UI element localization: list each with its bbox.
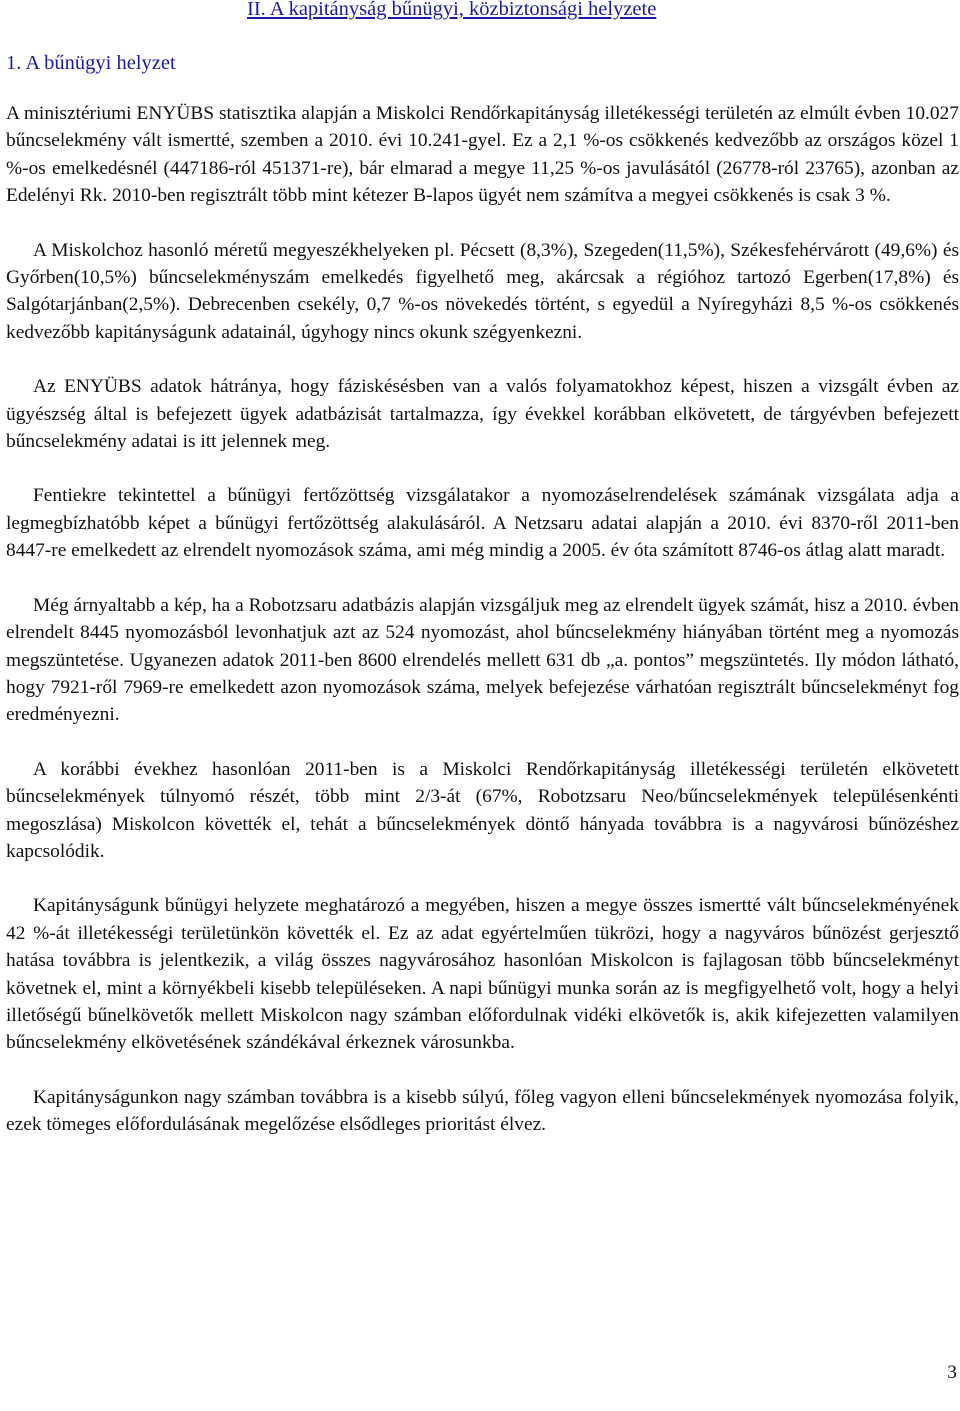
paragraph: Fentiekre tekintettel a bűnügyi fertőzöttség vizsgálatakor a nyomozáselrendelések számának vizsgálata adja a legmegbízhatóbb képet a bűnügyi fertőzöttség alakulásáról. A Netzsaru adatai alapján a 2010. évi 8370-ről 2011-ben 8447-re emelkedett az elrendelt nyomozások száma, ami még mindig a 2005. év óta számított 8746-os átlag alatt maradt. (6, 485, 959, 562)
paragraph: A korábbi évekhez hasonlóan 2011-ben is a Miskolci Rendőrkapitányság illetékességi területén elkövetett bűncselekmények túlnyomó részét, több mint 2/3-át (67%, Robotzsaru Neo/bűncselekmények településenkénti megoszlása) Miskolcon követték el, tehát a bűncselekmények döntő hányada továbbra is a nagyvárosi bűnözéshez kapcsolódik. (6, 758, 959, 862)
page-number: 3 (947, 1362, 957, 1383)
paragraph: A Miskolchoz hasonló méretű megyeszékhelyeken pl. Pécsett (8,3%), Szegeden(11,5%), Székesfehérvárott (49,6%) és Győrben(10,5%) bűncselekményszám emelkedés figyelhető meg, akárcsak a régióhoz tartozó Egerben(17,8%) és Salgótarjánban(2,5%). Debrecenben csekély, 0,7 %-os növekedés történt, s egyedül a Nyíregyházi 8,5 %-os csökkenés kedvezőbb kapitányságunk adatainál, úgyhogy nincs okunk szégyenkezni. (6, 239, 959, 343)
chapter-title: II. A kapitányság bűnügyi, közbiztonsági helyzete (247, 0, 657, 20)
paragraph: Az ENYÜBS adatok hátránya, hogy fáziskésésben van a valós folyamatokhoz képest, hiszen a vizsgált évben az ügyészség által is befejezett ügyek adatbázisát tartalmazza, így évekkel korábban elkövetett, de tárgyévben befejezett bűncselekmény adatai is itt jelennek meg. (6, 376, 959, 453)
paragraph: Még árnyaltabb a kép, ha a Robotzsaru adatbázis alapján vizsgáljuk meg az elrendelt ügyek számát, hisz a 2010. évben elrendelt 8445 nyomozásból levonhatjuk azt az 524 nyomozást, ahol bűncselekmény hiányában történt meg a nyomozás megszüntetése. Ugyanezen adatok 2011-ben 8600 elrendelés mellett 631 db „a. pontos” megszüntetés. Ily módon látható, hogy 7921-ről 7969-re emelkedett azon nyomozások száma, melyek befejezése várhatóan regisztrált bűncselekményt fog eredményezni. (6, 594, 959, 726)
paragraph: Kapitányságunk bűnügyi helyzete meghatározó a megyében, hiszen a megye összes ismertté vált bűncselekményének 42 %-át illetékességi területünkön követték el. Ez az adat egyértelműen tükrözi, hogy a nagyváros bűnözést gerjesztő hatása továbbra is jelentkezik, a világ összes nagyvárosához hasonlóan Miskolcon is fajlagosan több bűncselekményt követnek el, mint a környékbeli kisebb településeken. A napi bűnügyi munka során az is megfigyelhető volt, hogy a helyi illetőségű bűnelkövetők mellett Miskolcon nagy számban előfordulnak vidéki elkövetők is, akik kifejezetten valamilyen bűncselekmény elkövetésének szándékával érkeznek városunkba. (6, 895, 959, 1054)
section-title: 1. A bűnügyi helyzet (6, 52, 176, 74)
paragraph: A minisztériumi ENYÜBS statisztika alapján a Miskolci Rendőrkapitányság illetékességi területén az elmúlt évben 10.027 bűncselekmény vált ismertté, szemben a 2010. évi 10.241-gyel. Ez a 2,1 %-os csökkenés kedvezőbb az országos közel 1 %-os emelkedésnél (447186-ról 451371-re), bár elmarad a megye 11,25 %-os javulásától (26778-ról 23765), azonban az Edelényi Rk. 2010-ben regisztrált több mint kétezer B-lapos ügyét nem számítva a megyei csökkenés is csak 3 %. (6, 103, 959, 207)
paragraph: Kapitányságunkon nagy számban továbbra is a kisebb súlyú, főleg vagyon elleni bűncselekmények nyomozása folyik, ezek tömeges előfordulásának megelőzése elsődleges prioritást élvez. (6, 1086, 959, 1136)
document-body (6, 100, 959, 1166)
